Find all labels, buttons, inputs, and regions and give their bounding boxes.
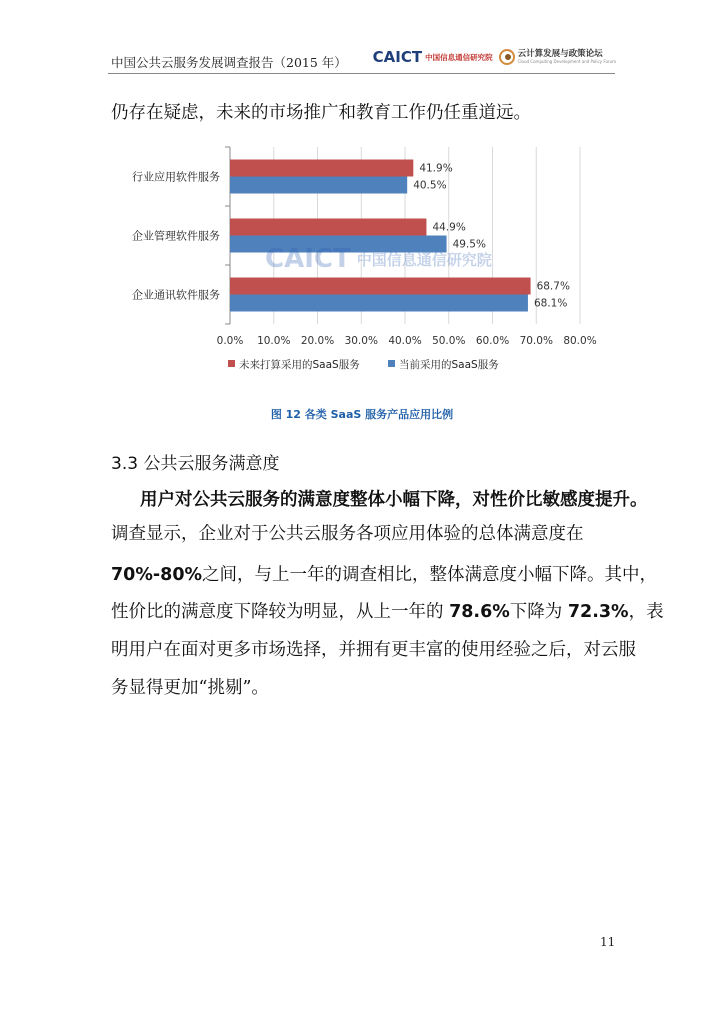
body-line-6: 务显得更加“挑剔”。 xyxy=(111,678,269,698)
category-label: 企业通讯软件服务 xyxy=(132,288,220,302)
data-label: 68.7% xyxy=(536,280,570,293)
x-tick-label: 40.0% xyxy=(388,335,422,347)
legend-swatch xyxy=(228,360,235,367)
category-label: 行业应用软件服务 xyxy=(132,170,220,184)
legend-label: 当前采用的SaaS服务 xyxy=(399,359,499,371)
header-logos xyxy=(373,48,616,66)
x-tick-label: 30.0% xyxy=(344,335,378,347)
watermark-caict: CAICT xyxy=(265,244,351,274)
forum-logo-icon xyxy=(499,49,515,65)
data-label: 44.9% xyxy=(432,221,466,234)
forum-logo-cn: 云计算发展与政策论坛 xyxy=(517,49,603,60)
legend-label: 未来打算采用的SaaS服务 xyxy=(239,359,360,371)
data-label: 41.9% xyxy=(419,162,453,175)
data-label: 68.1% xyxy=(533,297,568,310)
satisfaction-range: 70%-80% xyxy=(111,565,203,585)
header-title: 中国公共云服务发展调查报告（2015 年） xyxy=(111,55,347,70)
watermark xyxy=(265,244,492,274)
watermark-cn: 中国信息通信研究院 xyxy=(356,250,492,269)
category-label: 企业管理软件服务 xyxy=(132,229,220,243)
bar xyxy=(230,219,426,236)
section-heading: 3.3 公共云服务满意度 xyxy=(111,454,280,474)
body-line-2: 调查显示，企业对于公共云服务各项应用体验的总体满意度在 xyxy=(111,524,584,544)
prev-value: 78.6% xyxy=(449,602,510,622)
bar xyxy=(230,160,413,177)
body-line-1: 用户对公共云服务的满意度整体小幅下降，对性价比敏感度提升。 xyxy=(140,490,648,510)
data-label: 49.5% xyxy=(452,238,486,251)
bar xyxy=(230,278,531,295)
x-tick-label: 0.0% xyxy=(216,335,244,347)
data-label: 40.5% xyxy=(413,179,447,192)
x-tick-label: 10.0% xyxy=(257,335,291,347)
x-tick-label: 20.0% xyxy=(300,335,335,347)
figure-caption: 图 12 各类 SaaS 服务产品应用比例 xyxy=(270,408,454,421)
x-tick-label: 70.0% xyxy=(519,335,553,347)
forum-logo-en: Cloud Computing Development and Policy Forum xyxy=(517,58,616,64)
current-value: 72.3% xyxy=(567,602,629,622)
body-line-4: 性价比的满意度下降较为明显，从上一年的 78.6%下降为 72.3%，表 xyxy=(111,602,664,622)
bar xyxy=(230,177,407,194)
body-line-5: 明用户在面对更多市场选择，并拥有更丰富的使用经验之后，对云服 xyxy=(111,640,636,660)
body-line-3: 70%-80%之间，与上一年的调查相比，整体满意度小幅下降。其中， xyxy=(111,565,658,585)
forum-logo xyxy=(499,49,616,65)
header-divider xyxy=(108,73,615,74)
caict-logo-cn: 中国信息通信研究院 xyxy=(425,52,493,62)
x-tick-label: 60.0% xyxy=(475,335,510,347)
x-tick-label: 50.0% xyxy=(432,335,466,347)
intro-line: 仍存在疑虑，未来的市场推广和教育工作仍任重道远。 xyxy=(111,103,531,123)
caict-logo: CAICT xyxy=(372,48,423,66)
legend-swatch xyxy=(388,360,395,367)
page-number: 11 xyxy=(600,935,616,949)
bar xyxy=(230,295,528,312)
x-tick-label: 80.0% xyxy=(563,335,597,347)
